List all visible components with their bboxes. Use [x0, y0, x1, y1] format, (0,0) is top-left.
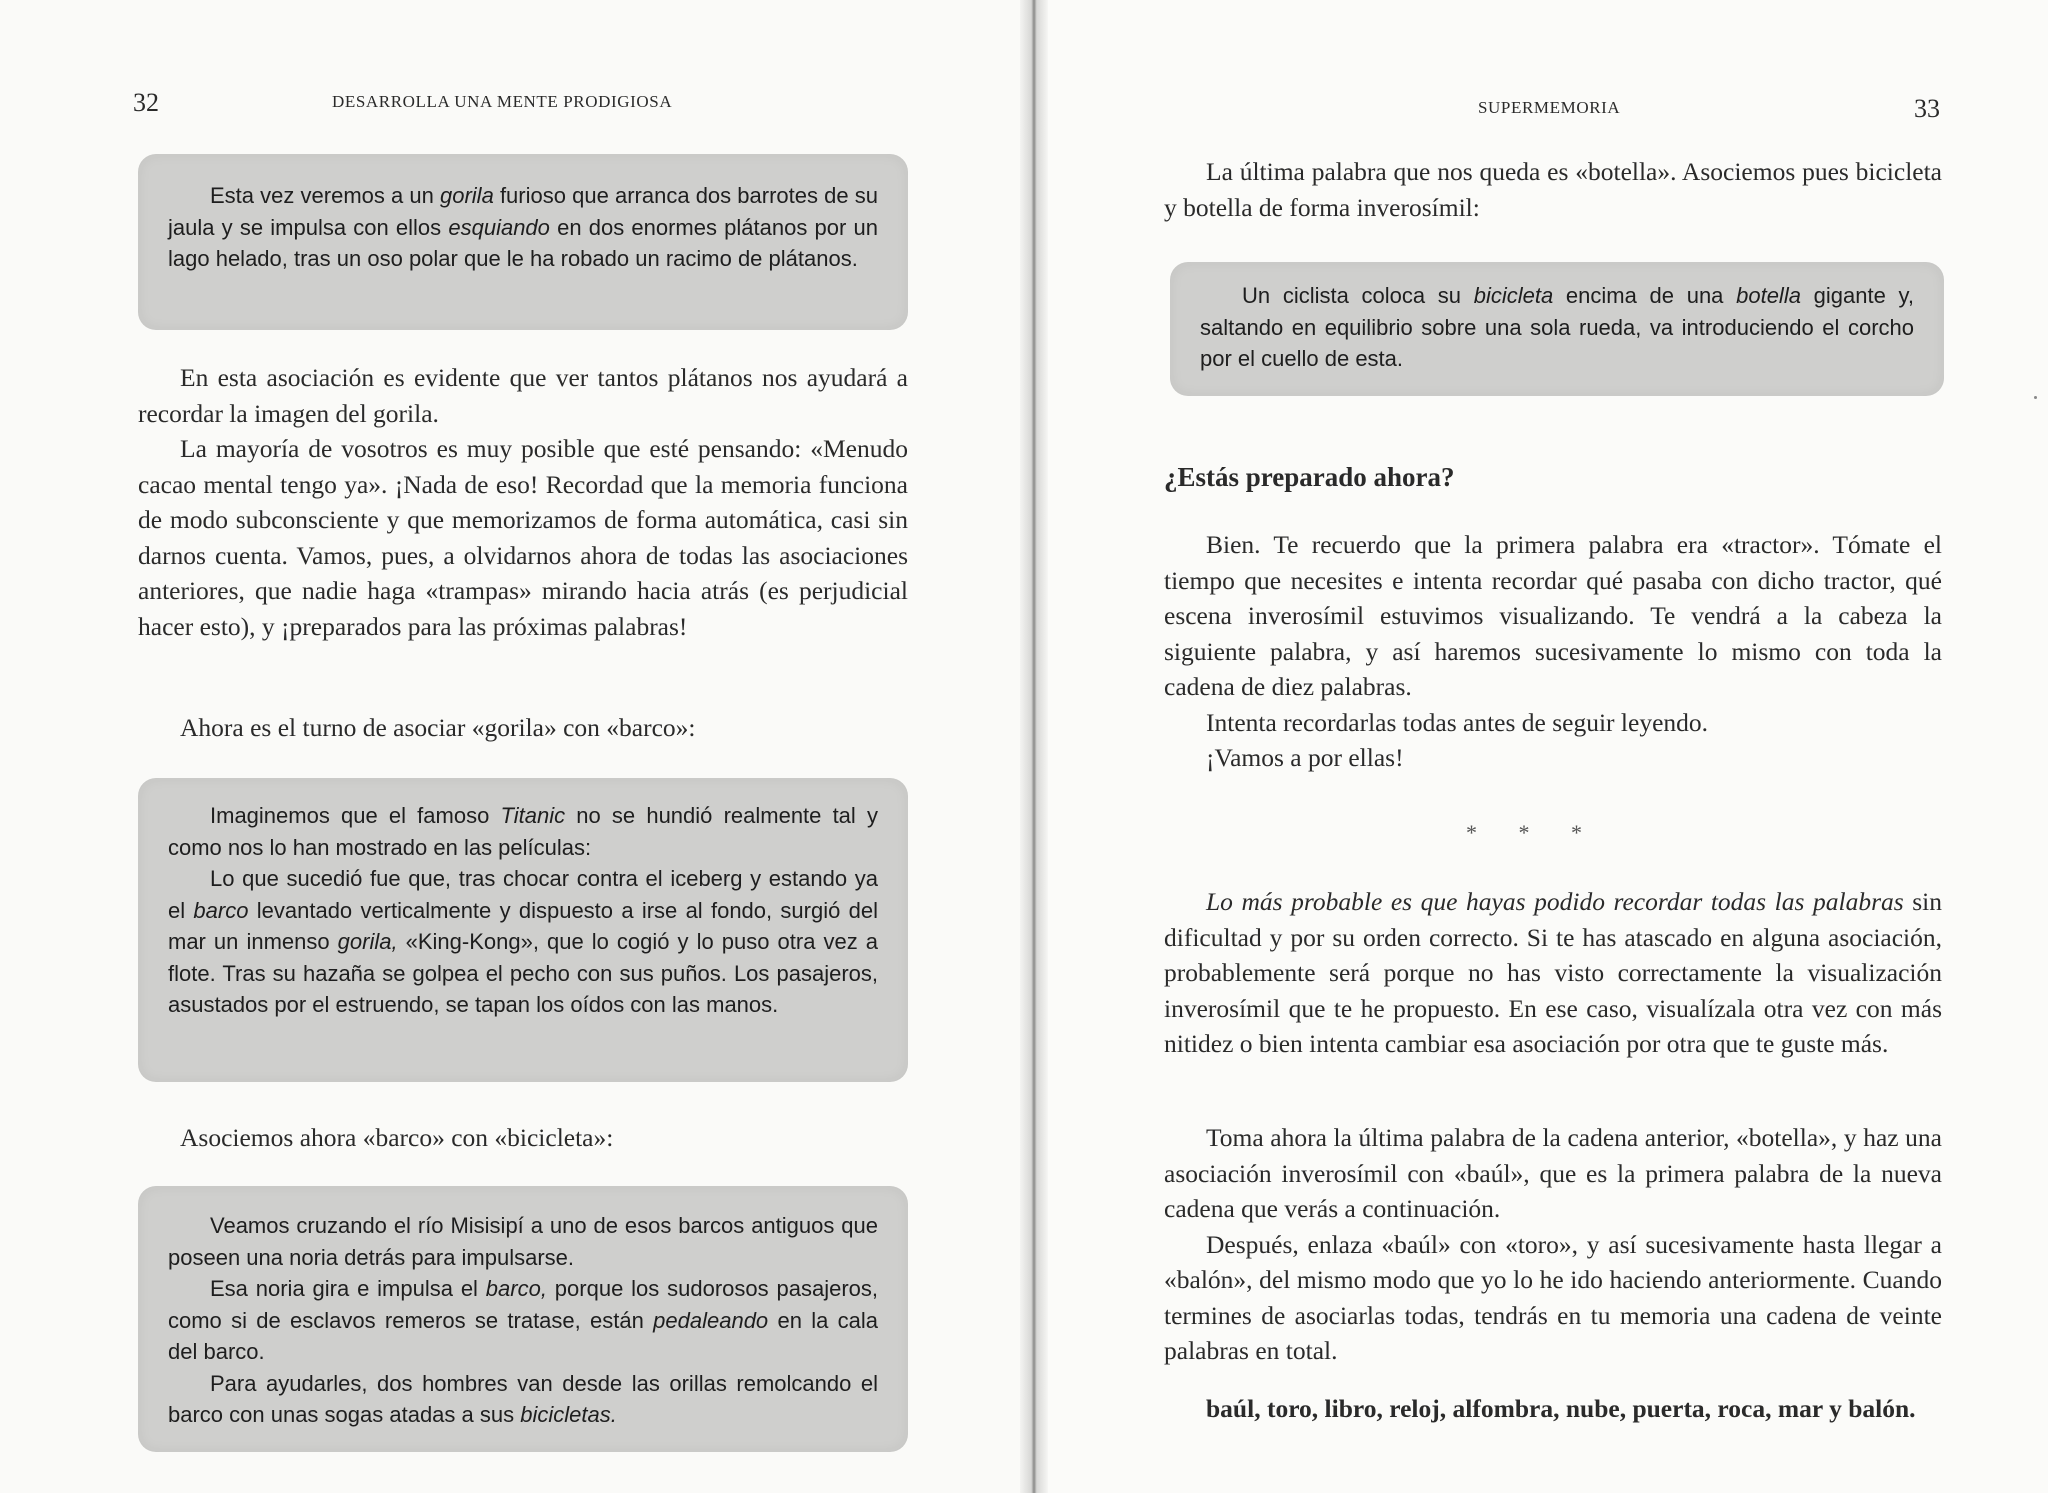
paragraph: La mayoría de vosotros es muy posible que esté pensando: «Menudo cacao mental tengo ya». ¡Nada de eso! Recordad que la memoria funciona de modo subconsciente y que memorizamos de forma automática, casi sin darnos cuenta. Vamos, pues, a olvidarnos ahora de todas las asociaciones anteriores, que nadie haga «trampas» mirando hacia atrás (es perjudicial hacer esto), y ¡preparados para las próximas palabras!	[138, 434, 908, 641]
section-heading: ¿Estás preparado ahora?	[1164, 462, 1455, 492]
left-body-block-2	[138, 710, 908, 746]
paragraph: En esta asociación es evidente que ver tantos plátanos nos ayudará a recordar la imagen del gorila.	[138, 363, 908, 428]
example-box-ciclista	[1170, 262, 1944, 396]
box-paragraph: Esta vez veremos a un gorila furioso que arranca dos barrotes de su jaula y se impulsa con ellos esquiando en dos enormes plátanos por un lago helado, tras un oso polar que le ha robado un racimo de plátanos.	[168, 183, 878, 271]
paragraph: Intenta recordarlas todas antes de seguir leyendo.	[1206, 707, 1709, 737]
paragraph: Asociemos ahora «barco» con «bicicleta»:	[180, 1123, 614, 1152]
example-box-titanic	[138, 778, 908, 1082]
right-body-block-1	[1164, 154, 1942, 225]
example-box-gorila	[138, 154, 908, 330]
paragraph: Ahora es el turno de asociar «gorila» con «barco»:	[180, 713, 696, 742]
paragraph: Bien. Te recuerdo que la primera palabra era «tractor». Tómate el tiempo que necesites e intenta recordar qué pasaba con dicho tractor, qué escena inverosímil estuvimos visualizando. Te vendrá a la cabeza la siguiente palabra, y así haremos sucesivamente lo mismo con toda la cadena de diez palabras.	[1164, 530, 1942, 701]
right-body-block-2	[1164, 527, 1942, 776]
right-body-block-4	[1164, 1120, 1942, 1369]
paragraph: Toma ahora la última palabra de la cadena anterior, «botella», y haz una asociación inverosímil con «baúl», que es la primera palabra de la nueva cadena que verás a continuación.	[1164, 1123, 1942, 1223]
box-paragraph: Un ciclista coloca su bicicleta encima de una botella gigante y, saltando en equilibrio sobre una sola rueda, va introduciendo el corcho por el cuello de esta.	[1200, 283, 1914, 371]
example-box-misisipi	[138, 1186, 908, 1452]
box-paragraph: Imaginemos que el famoso Titanic no se hundió realmente tal y como nos lo han mostrado en las películas:	[168, 803, 878, 860]
running-head-left: DESARROLLA UNA MENTE PRODIGIOSA	[332, 92, 673, 111]
left-body-block-1	[138, 360, 908, 644]
page-number-left: 32	[133, 88, 159, 117]
box-paragraph: Lo que sucedió fue que, tras chocar contra el iceberg y estando ya el barco levantado verticalmente y dispuesto a irse al fondo, surgió del mar un inmenso gorila, «King-Kong», que lo cogió y lo puso otra vez a flote. Tras su hazaña se golpea el pecho con sus puños. Los pasajeros, asustados por el estruendo, se tapan los oídos con las manos.	[168, 866, 878, 1017]
box-paragraph: Esa noria gira e impulsa el barco, porque los sudorosos pasajeros, como si de esclavos remeros se tratase, están pedaleando en la cala del barco.	[168, 1276, 878, 1364]
paragraph: Después, enlaza «baúl» con «toro», y así sucesivamente hasta llegar a «balón», del mismo modo que yo lo he ido haciendo anteriormente. Cuando termines de asociarlas todas, tendrás en tu memoria una cadena de veinte palabras en total.	[1164, 1229, 1942, 1365]
paragraph: Lo más probable es que hayas podido recordar todas las palabras sin dificultad y por su orden correcto. Si te has atascado en alguna asociación, probablemente será porque no has visto correctamente la visualización inverosímil que te he propuesto. En ese caso, visualízala otra vez con más nitidez o bien intenta cambiar esa asociación por otra que te guste más.	[1164, 887, 1942, 1058]
left-body-block-3	[138, 1120, 908, 1156]
word-list: baúl, toro, libro, reloj, alfombra, nube, puerta, roca, mar y balón.	[1206, 1394, 1916, 1423]
paragraph: La última palabra que nos queda es «botella». Asociemos pues bicicleta y botella de forma inverosímil:	[1164, 157, 1942, 222]
page-number-right: 33	[1914, 94, 1940, 123]
box-paragraph: Veamos cruzando el río Misisipí a uno de esos barcos antiguos que poseen una noria detrás para impulsarse.	[168, 1213, 878, 1270]
section-divider-stars: * * *	[1466, 820, 1600, 845]
box-paragraph: Para ayudarles, dos hombres van desde las orillas remolcando el barco con unas sogas atadas a sus bicicletas.	[168, 1370, 878, 1427]
book-spine	[1020, 0, 1048, 1493]
paragraph: ¡Vamos a por ellas!	[1206, 743, 1404, 772]
scan-speck	[2034, 396, 2037, 399]
right-body-block-3	[1164, 884, 1942, 1062]
running-head-right: SUPERMEMORIA	[1478, 98, 1621, 117]
